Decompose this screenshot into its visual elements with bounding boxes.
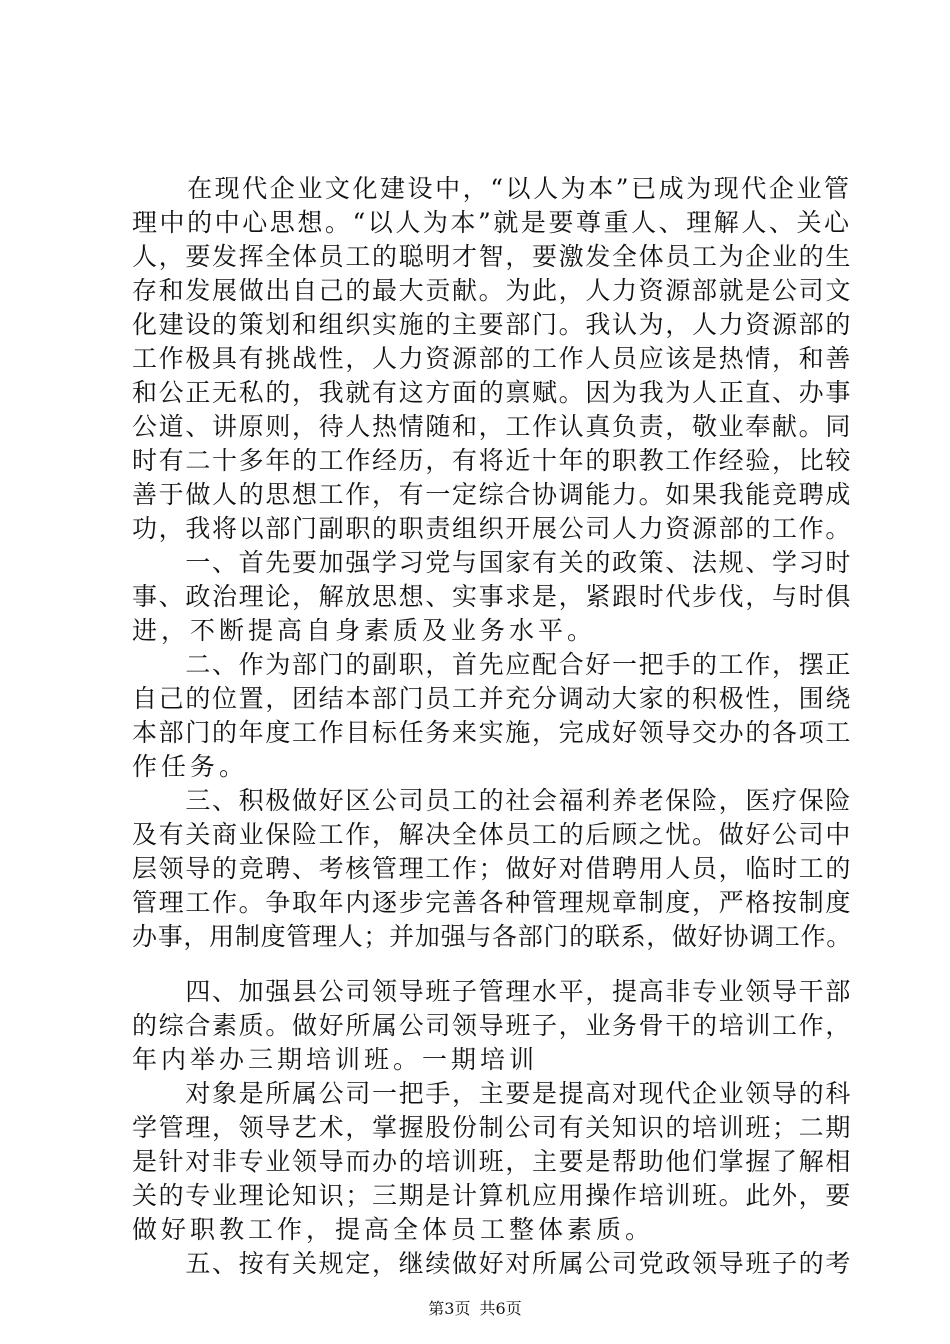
text-line: 一、首先要加强学习党与国家有关的政策、法规、学习时 (132, 548, 853, 577)
text-line: 人，要发挥全体员工的聪明才智，要激发全体员工为企业的生 (132, 242, 853, 271)
text-line: 进，不断提高自身素质及业务水平。 (132, 616, 597, 645)
page-footer (0, 1298, 950, 1320)
text-line: 二、作为部门的副职，首先应配合好一把手的工作，摆正 (132, 650, 853, 679)
text-line: 时有二十多年的工作经历，有将近十年的职教工作经验，比较 (132, 446, 853, 475)
text-line: 在现代企业文化建设中，“以人为本”已成为现代企业管 (132, 174, 852, 203)
text-line: 管理工作。争取年内逐步完善各种管理规章制度，严格按制度 (132, 888, 853, 917)
text-line: 关的专业理论知识；三期是计算机应用操作培训班。此外，要 (132, 1181, 853, 1210)
text-line: 年内举办三期培训班。一期培训 (132, 1045, 539, 1074)
text-line: 五、按有关规定，继续做好对所属公司党政领导班子的考 (132, 1249, 853, 1278)
text-line: 对象是所属公司一把手，主要是提高对现代企业领导的科 (132, 1079, 853, 1108)
text-line: 办事，用制度管理人；并加强与各部门的联系，做好协调工作。 (132, 922, 853, 951)
text-line: 本部门的年度工作目标任务来实施，完成好领导交办的各项工 (132, 718, 853, 747)
text-line: 层领导的竞聘、考核管理工作；做好对借聘用人员，临时工的 (132, 854, 853, 883)
text-line: 作任务。 (132, 752, 249, 781)
text-line: 存和发展做出自己的最大贡献。为此，人力资源部就是公司文 (132, 276, 853, 305)
text-line: 学管理，领导艺术，掌握股份制公司有关知识的培训班；二期 (132, 1113, 853, 1142)
text-line: 和公正无私的，我就有这方面的禀赋。因为我为人正直、办事 (132, 378, 853, 407)
page-number: 第3页 (428, 1299, 471, 1318)
text-line: 做好职教工作，提高全体员工整体素质。 (132, 1215, 655, 1244)
page-total: 共6页 (479, 1299, 522, 1318)
text-line: 是针对非专业领导而办的培训班，主要是帮助他们掌握了解相 (132, 1147, 853, 1176)
text-line: 四、加强县公司领导班子管理水平，提高非专业领导干部 (132, 977, 853, 1006)
text-line: 自己的位置，团结本部门员工并充分调动大家的积极性，围绕 (132, 684, 853, 713)
text-line: 善于做人的思想工作，有一定综合协调能力。如果我能竞聘成 (132, 480, 853, 509)
text-line: 工作极具有挑战性，人力资源部的工作人员应该是热情，和善 (132, 344, 853, 373)
text-line: 公道、讲原则，待人热情随和，工作认真负责，敬业奉献。同 (132, 412, 853, 441)
text-line: 事、政治理论，解放思想、实事求是，紧跟时代步伐，与时俱 (132, 582, 853, 611)
text-line: 及有关商业保险工作，解决全体员工的后顾之忧。做好公司中 (132, 820, 853, 849)
text-line: 功，我将以部门副职的职责组织开展公司人力资源部的工作。 (132, 514, 853, 543)
text-line: 理中的中心思想。“以人为本”就是要尊重人、理解人、关心 (132, 208, 852, 237)
text-line: 的综合素质。做好所属公司领导班子，业务骨干的培训工作， (132, 1011, 853, 1040)
text-line: 三、积极做好区公司员工的社会福利养老保险，医疗保险 (132, 786, 853, 815)
text-line: 化建设的策划和组织实施的主要部门。我认为，人力资源部的 (132, 310, 853, 339)
